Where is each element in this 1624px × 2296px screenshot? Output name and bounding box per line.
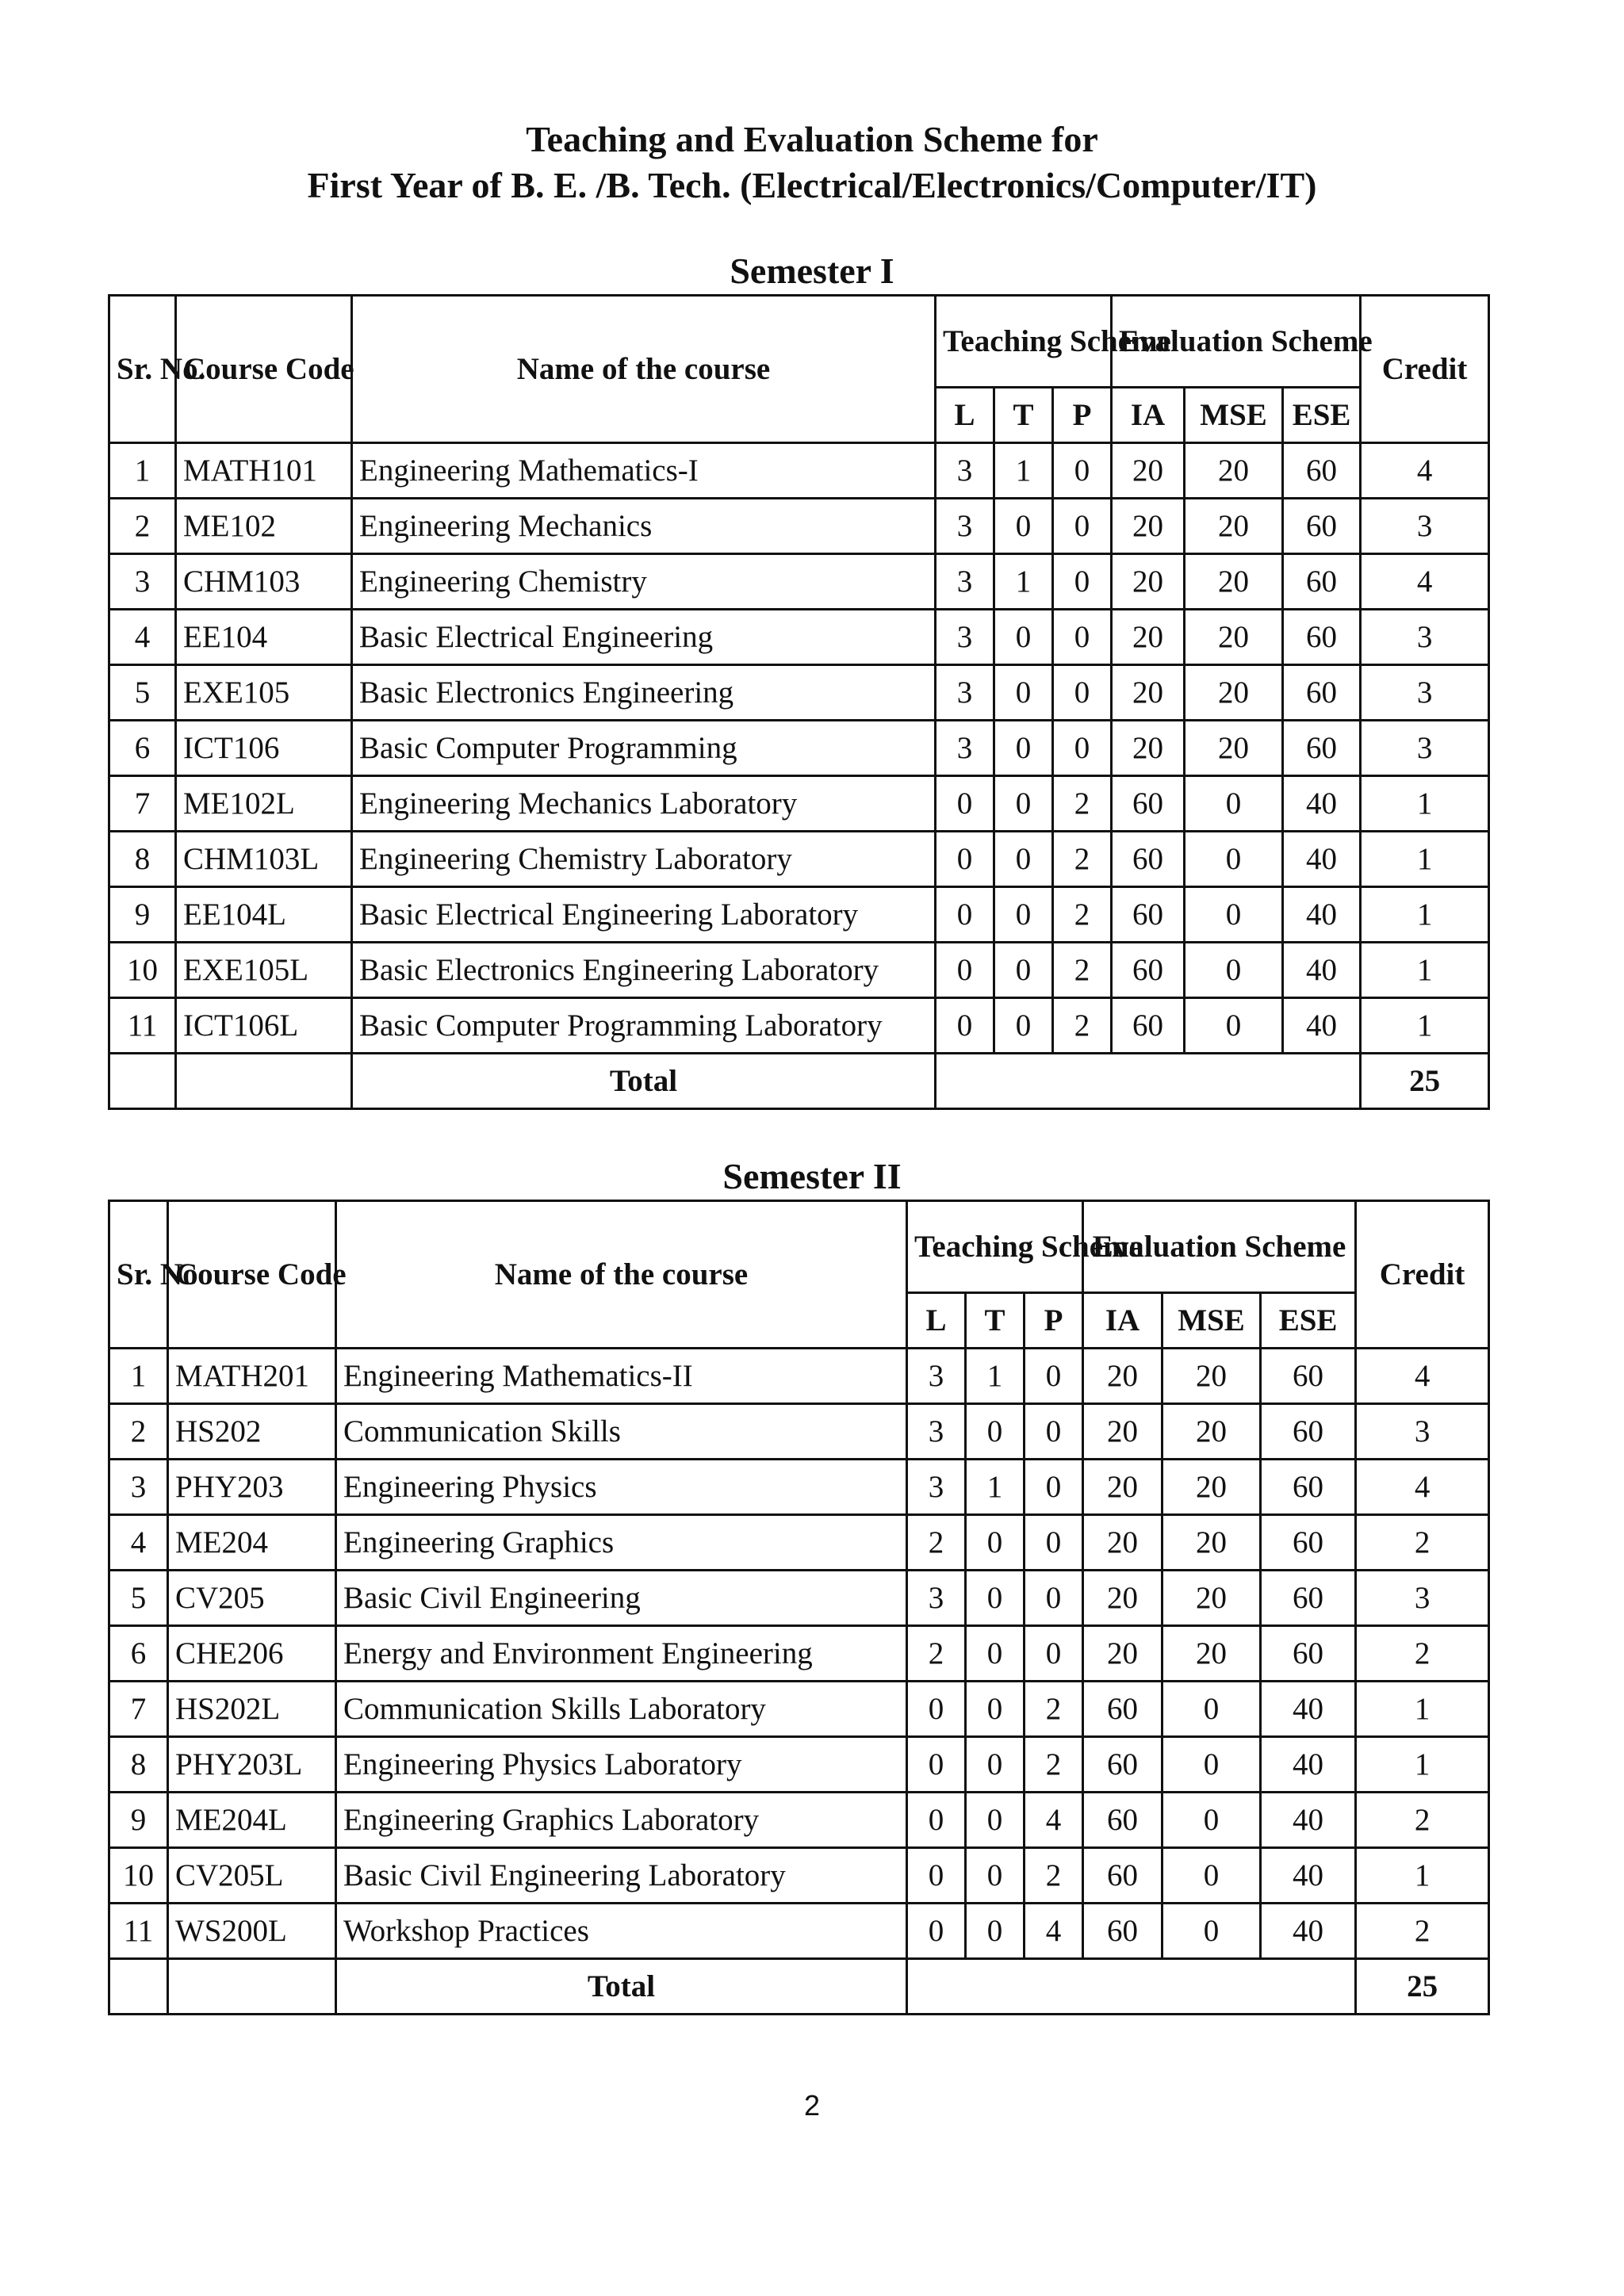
total-label: Total xyxy=(352,1054,936,1109)
ese-cell: 60 xyxy=(1283,665,1361,721)
course-name-cell: Energy and Environment Engineering xyxy=(336,1626,907,1682)
course-name-cell: Communication Skills Laboratory xyxy=(336,1682,907,1737)
mse-header: MSE xyxy=(1185,388,1283,443)
p-cell: 0 xyxy=(1053,554,1112,610)
ia-cell: 60 xyxy=(1112,887,1185,943)
ese-cell: 60 xyxy=(1283,443,1361,499)
p-cell: 2 xyxy=(1025,1682,1083,1737)
p-cell: 2 xyxy=(1053,832,1112,887)
empty-cell xyxy=(936,1054,1361,1109)
mse-cell: 20 xyxy=(1185,443,1283,499)
p-cell: 0 xyxy=(1053,721,1112,776)
mse-cell: 0 xyxy=(1185,832,1283,887)
course-name-cell: Engineering Physics Laboratory xyxy=(336,1737,907,1793)
empty-cell xyxy=(109,1959,168,2015)
ese-cell: 40 xyxy=(1283,943,1361,998)
course-name-header: Name of the course xyxy=(336,1201,907,1349)
evaluation-scheme-header: Evaluation Scheme xyxy=(1112,296,1361,388)
t-cell: 0 xyxy=(966,1571,1025,1626)
ese-cell: 60 xyxy=(1261,1515,1356,1571)
ese-cell: 60 xyxy=(1283,554,1361,610)
l-cell: 3 xyxy=(907,1460,966,1515)
t-cell: 0 xyxy=(966,1404,1025,1460)
ia-cell: 20 xyxy=(1112,499,1185,554)
course-code-cell: CV205L xyxy=(168,1848,336,1904)
total-credit: 25 xyxy=(1361,1054,1489,1109)
table-row xyxy=(109,610,1489,665)
credit-cell: 4 xyxy=(1361,443,1489,499)
mse-cell: 0 xyxy=(1185,943,1283,998)
course-code-cell: PHY203L xyxy=(168,1737,336,1793)
table-row xyxy=(109,1571,1489,1626)
p-cell: 0 xyxy=(1053,665,1112,721)
semester-2-heading: Semester II xyxy=(722,1156,902,1196)
course-name-cell: Basic Electronics Engineering xyxy=(352,665,936,721)
l-cell: 0 xyxy=(936,776,994,832)
sr-no-cell: 4 xyxy=(109,1515,168,1571)
document-title-line-1: Teaching and Evaluation Scheme for xyxy=(526,119,1098,159)
course-name-cell: Basic Civil Engineering Laboratory xyxy=(336,1848,907,1904)
ese-cell: 60 xyxy=(1261,1404,1356,1460)
course-code-cell: EXE105L xyxy=(176,943,352,998)
l-cell: 3 xyxy=(936,443,994,499)
p-cell: 0 xyxy=(1025,1626,1083,1682)
ia-cell: 20 xyxy=(1083,1571,1162,1626)
ia-cell: 60 xyxy=(1083,1904,1162,1959)
course-name-cell: Basic Civil Engineering xyxy=(336,1571,907,1626)
ia-cell: 20 xyxy=(1083,1626,1162,1682)
empty-cell xyxy=(176,1054,352,1109)
course-name-cell: Basic Electronics Engineering Laboratory xyxy=(352,943,936,998)
semester-2-table xyxy=(108,1200,1490,2015)
table-row xyxy=(109,1848,1489,1904)
total-credit: 25 xyxy=(1356,1959,1489,2015)
sr-no-cell: 8 xyxy=(109,1737,168,1793)
sr-no-cell: 9 xyxy=(109,1793,168,1848)
course-name-cell: Engineering Physics xyxy=(336,1460,907,1515)
credit-cell: 1 xyxy=(1361,943,1489,998)
mse-cell: 0 xyxy=(1185,776,1283,832)
p-header: P xyxy=(1053,388,1112,443)
credit-cell: 1 xyxy=(1361,832,1489,887)
ese-cell: 60 xyxy=(1283,721,1361,776)
t-cell: 0 xyxy=(994,721,1053,776)
table-row xyxy=(109,1682,1489,1737)
l-cell: 0 xyxy=(936,998,994,1054)
sr-no-cell: 6 xyxy=(109,721,176,776)
course-name-cell: Basic Computer Programming Laboratory xyxy=(352,998,936,1054)
total-row xyxy=(109,1054,1489,1109)
l-cell: 2 xyxy=(907,1626,966,1682)
t-cell: 1 xyxy=(994,443,1053,499)
table-row xyxy=(109,1349,1489,1404)
p-cell: 2 xyxy=(1053,998,1112,1054)
p-cell: 0 xyxy=(1053,610,1112,665)
sr-no-cell: 2 xyxy=(109,499,176,554)
course-name-cell: Engineering Mathematics-II xyxy=(336,1349,907,1404)
ese-cell: 60 xyxy=(1261,1571,1356,1626)
table-row xyxy=(109,1404,1489,1460)
p-cell: 2 xyxy=(1053,776,1112,832)
p-cell: 2 xyxy=(1053,887,1112,943)
t-cell: 0 xyxy=(994,887,1053,943)
ese-header: ESE xyxy=(1261,1293,1356,1349)
t-cell: 0 xyxy=(966,1515,1025,1571)
semester-1-heading: Semester I xyxy=(730,251,894,291)
t-cell: 0 xyxy=(994,776,1053,832)
ia-cell: 20 xyxy=(1083,1404,1162,1460)
course-name-cell: Engineering Chemistry xyxy=(352,554,936,610)
sr-no-cell: 1 xyxy=(109,1349,168,1404)
table-row xyxy=(109,443,1489,499)
course-name-cell: Engineering Graphics xyxy=(336,1515,907,1571)
credit-cell: 1 xyxy=(1356,1848,1489,1904)
mse-cell: 0 xyxy=(1162,1848,1261,1904)
l-cell: 3 xyxy=(907,1571,966,1626)
mse-cell: 20 xyxy=(1162,1515,1261,1571)
sr-no-cell: 3 xyxy=(109,1460,168,1515)
l-cell: 3 xyxy=(936,610,994,665)
l-cell: 0 xyxy=(936,832,994,887)
l-cell: 0 xyxy=(907,1682,966,1737)
ese-cell: 40 xyxy=(1261,1682,1356,1737)
p-cell: 4 xyxy=(1025,1904,1083,1959)
t-cell: 0 xyxy=(966,1793,1025,1848)
course-code-cell: ME204L xyxy=(168,1793,336,1848)
t-header: T xyxy=(994,388,1053,443)
ese-cell: 40 xyxy=(1283,887,1361,943)
sr-no-cell: 6 xyxy=(109,1626,168,1682)
course-name-cell: Communication Skills xyxy=(336,1404,907,1460)
l-cell: 0 xyxy=(907,1737,966,1793)
sr-no-cell: 5 xyxy=(109,1571,168,1626)
t-cell: 0 xyxy=(994,832,1053,887)
total-label: Total xyxy=(336,1959,907,2015)
course-code-cell: PHY203 xyxy=(168,1460,336,1515)
credit-cell: 2 xyxy=(1356,1515,1489,1571)
credit-cell: 3 xyxy=(1361,610,1489,665)
course-name-cell: Basic Computer Programming xyxy=(352,721,936,776)
mse-cell: 20 xyxy=(1185,721,1283,776)
course-name-header: Name of the course xyxy=(352,296,936,443)
t-cell: 0 xyxy=(966,1626,1025,1682)
course-code-cell: MATH101 xyxy=(176,443,352,499)
t-cell: 0 xyxy=(966,1848,1025,1904)
p-cell: 0 xyxy=(1025,1404,1083,1460)
t-cell: 1 xyxy=(994,554,1053,610)
evaluation-scheme-header: Evaluation Scheme xyxy=(1083,1201,1356,1293)
table-row xyxy=(109,1626,1489,1682)
empty-cell xyxy=(109,1054,176,1109)
credit-cell: 4 xyxy=(1361,554,1489,610)
course-code-header: Course Code xyxy=(176,296,352,443)
ia-cell: 60 xyxy=(1083,1682,1162,1737)
page-number: 2 xyxy=(803,2089,821,2122)
ese-cell: 60 xyxy=(1261,1626,1356,1682)
sr-no-cell: 7 xyxy=(109,776,176,832)
p-cell: 0 xyxy=(1025,1349,1083,1404)
ia-cell: 20 xyxy=(1112,665,1185,721)
table-row xyxy=(109,832,1489,887)
sr-no-cell: 5 xyxy=(109,665,176,721)
p-cell: 0 xyxy=(1025,1515,1083,1571)
mse-cell: 0 xyxy=(1162,1682,1261,1737)
ia-cell: 60 xyxy=(1112,776,1185,832)
l-cell: 3 xyxy=(936,721,994,776)
t-cell: 0 xyxy=(994,610,1053,665)
ese-cell: 60 xyxy=(1261,1349,1356,1404)
ia-cell: 60 xyxy=(1083,1737,1162,1793)
ese-cell: 40 xyxy=(1283,832,1361,887)
ese-cell: 60 xyxy=(1261,1460,1356,1515)
table-row xyxy=(109,1793,1489,1848)
empty-cell xyxy=(168,1959,336,2015)
course-code-cell: WS200L xyxy=(168,1904,336,1959)
ese-cell: 40 xyxy=(1261,1848,1356,1904)
table-row xyxy=(109,943,1489,998)
sr-no-cell: 10 xyxy=(109,943,176,998)
ese-header: ESE xyxy=(1283,388,1361,443)
table-row xyxy=(109,1904,1489,1959)
ese-cell: 60 xyxy=(1283,499,1361,554)
ia-cell: 60 xyxy=(1083,1793,1162,1848)
course-code-cell: EXE105 xyxy=(176,665,352,721)
p-cell: 0 xyxy=(1053,443,1112,499)
ia-cell: 20 xyxy=(1112,554,1185,610)
mse-cell: 0 xyxy=(1162,1904,1261,1959)
mse-cell: 20 xyxy=(1162,1460,1261,1515)
l-cell: 0 xyxy=(936,943,994,998)
p-cell: 2 xyxy=(1053,943,1112,998)
course-code-cell: MATH201 xyxy=(168,1349,336,1404)
teaching-scheme-header: Teaching Scheme xyxy=(936,296,1112,388)
ese-cell: 40 xyxy=(1261,1737,1356,1793)
ia-cell: 20 xyxy=(1112,443,1185,499)
mse-header: MSE xyxy=(1162,1293,1261,1349)
table-row xyxy=(109,554,1489,610)
l-header: L xyxy=(936,388,994,443)
mse-cell: 20 xyxy=(1185,610,1283,665)
l-cell: 3 xyxy=(907,1404,966,1460)
course-code-cell: CV205 xyxy=(168,1571,336,1626)
course-code-cell: ME204 xyxy=(168,1515,336,1571)
course-code-cell: EE104 xyxy=(176,610,352,665)
mse-cell: 20 xyxy=(1185,665,1283,721)
l-cell: 2 xyxy=(907,1515,966,1571)
table-row xyxy=(109,998,1489,1054)
course-name-cell: Engineering Mechanics xyxy=(352,499,936,554)
mse-cell: 20 xyxy=(1185,499,1283,554)
sr-no-cell: 9 xyxy=(109,887,176,943)
t-cell: 0 xyxy=(994,943,1053,998)
p-header: P xyxy=(1025,1293,1083,1349)
credit-cell: 1 xyxy=(1356,1737,1489,1793)
ia-cell: 20 xyxy=(1112,721,1185,776)
mse-cell: 0 xyxy=(1185,998,1283,1054)
mse-cell: 20 xyxy=(1162,1349,1261,1404)
document-title-line-2: First Year of B. E. /B. Tech. (Electrical/Electronics/Computer/IT) xyxy=(307,165,1317,205)
table-row xyxy=(109,721,1489,776)
l-header: L xyxy=(907,1293,966,1349)
course-code-cell: CHM103 xyxy=(176,554,352,610)
credit-cell: 1 xyxy=(1361,887,1489,943)
l-cell: 0 xyxy=(907,1793,966,1848)
credit-cell: 2 xyxy=(1356,1904,1489,1959)
ia-cell: 20 xyxy=(1083,1515,1162,1571)
t-cell: 0 xyxy=(966,1904,1025,1959)
credit-cell: 4 xyxy=(1356,1349,1489,1404)
t-header: T xyxy=(966,1293,1025,1349)
credit-cell: 2 xyxy=(1356,1626,1489,1682)
course-code-header: Course Code xyxy=(168,1201,336,1349)
mse-cell: 20 xyxy=(1185,554,1283,610)
ese-cell: 40 xyxy=(1261,1904,1356,1959)
ese-cell: 40 xyxy=(1283,998,1361,1054)
course-code-cell: HS202 xyxy=(168,1404,336,1460)
credit-cell: 2 xyxy=(1356,1793,1489,1848)
credit-cell: 4 xyxy=(1356,1460,1489,1515)
course-name-cell: Workshop Practices xyxy=(336,1904,907,1959)
l-cell: 3 xyxy=(936,665,994,721)
sr-no-cell: 1 xyxy=(109,443,176,499)
table-row xyxy=(109,887,1489,943)
empty-cell xyxy=(907,1959,1356,2015)
course-name-cell: Basic Electrical Engineering xyxy=(352,610,936,665)
t-cell: 1 xyxy=(966,1349,1025,1404)
t-cell: 0 xyxy=(966,1682,1025,1737)
mse-cell: 0 xyxy=(1162,1737,1261,1793)
ese-cell: 40 xyxy=(1283,776,1361,832)
ia-header: IA xyxy=(1112,388,1185,443)
sr-no-cell: 11 xyxy=(109,1904,168,1959)
ese-cell: 60 xyxy=(1283,610,1361,665)
course-name-cell: Engineering Mechanics Laboratory xyxy=(352,776,936,832)
p-cell: 4 xyxy=(1025,1793,1083,1848)
total-row xyxy=(109,1959,1489,2015)
p-cell: 0 xyxy=(1025,1460,1083,1515)
ia-cell: 60 xyxy=(1083,1848,1162,1904)
credit-header: Credit xyxy=(1356,1201,1489,1349)
t-cell: 0 xyxy=(966,1737,1025,1793)
sr-no-cell: 7 xyxy=(109,1682,168,1737)
course-code-cell: ICT106L xyxy=(176,998,352,1054)
sr-no-cell: 11 xyxy=(109,998,176,1054)
p-cell: 2 xyxy=(1025,1848,1083,1904)
course-code-cell: EE104L xyxy=(176,887,352,943)
l-cell: 0 xyxy=(936,887,994,943)
ia-cell: 20 xyxy=(1112,610,1185,665)
l-cell: 3 xyxy=(907,1349,966,1404)
mse-cell: 20 xyxy=(1162,1571,1261,1626)
ia-header: IA xyxy=(1083,1293,1162,1349)
l-cell: 0 xyxy=(907,1904,966,1959)
ia-cell: 60 xyxy=(1112,998,1185,1054)
ia-cell: 20 xyxy=(1083,1460,1162,1515)
mse-cell: 0 xyxy=(1162,1793,1261,1848)
ia-cell: 20 xyxy=(1083,1349,1162,1404)
table-row xyxy=(109,776,1489,832)
l-cell: 0 xyxy=(907,1848,966,1904)
table-row xyxy=(109,1737,1489,1793)
credit-cell: 1 xyxy=(1361,998,1489,1054)
course-name-cell: Engineering Chemistry Laboratory xyxy=(352,832,936,887)
table-row xyxy=(109,665,1489,721)
p-cell: 0 xyxy=(1025,1571,1083,1626)
p-cell: 2 xyxy=(1025,1737,1083,1793)
semester-1-table xyxy=(108,294,1490,1110)
table-row xyxy=(109,1515,1489,1571)
course-code-cell: CHM103L xyxy=(176,832,352,887)
credit-cell: 3 xyxy=(1361,499,1489,554)
course-code-cell: ME102 xyxy=(176,499,352,554)
t-cell: 0 xyxy=(994,499,1053,554)
ia-cell: 60 xyxy=(1112,832,1185,887)
sr-no-cell: 8 xyxy=(109,832,176,887)
ia-cell: 60 xyxy=(1112,943,1185,998)
p-cell: 0 xyxy=(1053,499,1112,554)
l-cell: 3 xyxy=(936,554,994,610)
sr-no-header: Sr. No xyxy=(109,1201,168,1349)
table-row xyxy=(109,1460,1489,1515)
course-code-cell: ME102L xyxy=(176,776,352,832)
credit-header: Credit xyxy=(1361,296,1489,443)
mse-cell: 20 xyxy=(1162,1404,1261,1460)
t-cell: 1 xyxy=(966,1460,1025,1515)
sr-no-cell: 10 xyxy=(109,1848,168,1904)
course-name-cell: Basic Electrical Engineering Laboratory xyxy=(352,887,936,943)
course-code-cell: ICT106 xyxy=(176,721,352,776)
ese-cell: 40 xyxy=(1261,1793,1356,1848)
mse-cell: 0 xyxy=(1185,887,1283,943)
sr-no-cell: 4 xyxy=(109,610,176,665)
credit-cell: 1 xyxy=(1361,776,1489,832)
t-cell: 0 xyxy=(994,665,1053,721)
sr-no-cell: 2 xyxy=(109,1404,168,1460)
credit-cell: 1 xyxy=(1356,1682,1489,1737)
credit-cell: 3 xyxy=(1361,721,1489,776)
sr-no-header: Sr. No. xyxy=(109,296,176,443)
sr-no-cell: 3 xyxy=(109,554,176,610)
credit-cell: 3 xyxy=(1356,1404,1489,1460)
course-name-cell: Engineering Mathematics-I xyxy=(352,443,936,499)
t-cell: 0 xyxy=(994,998,1053,1054)
credit-cell: 3 xyxy=(1361,665,1489,721)
teaching-scheme-header: Teaching Scheme xyxy=(907,1201,1083,1293)
course-code-cell: HS202L xyxy=(168,1682,336,1737)
mse-cell: 20 xyxy=(1162,1626,1261,1682)
course-code-cell: CHE206 xyxy=(168,1626,336,1682)
course-name-cell: Engineering Graphics Laboratory xyxy=(336,1793,907,1848)
credit-cell: 3 xyxy=(1356,1571,1489,1626)
table-row xyxy=(109,499,1489,554)
l-cell: 3 xyxy=(936,499,994,554)
